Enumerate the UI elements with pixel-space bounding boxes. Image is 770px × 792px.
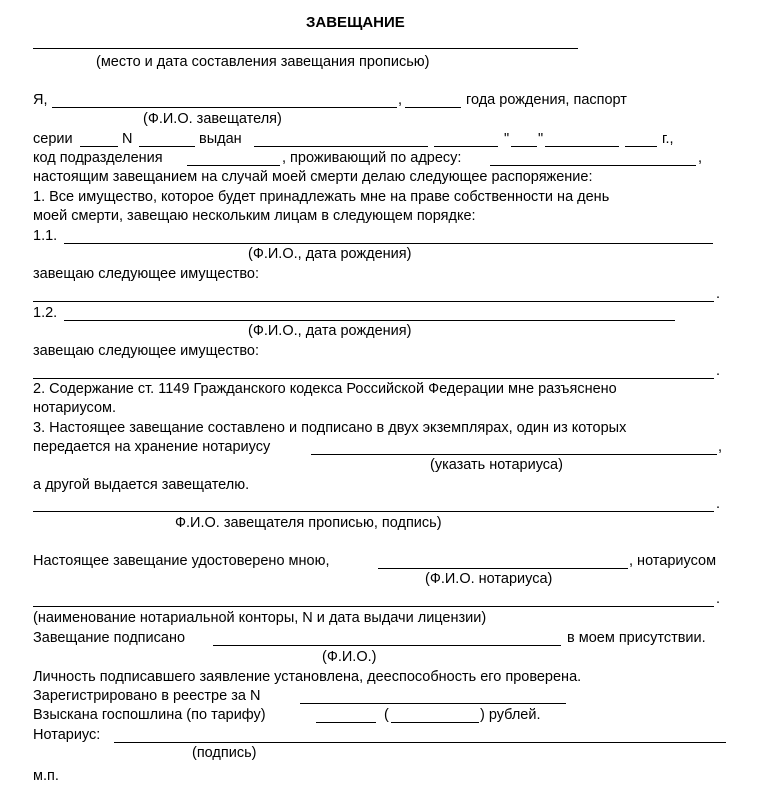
notary-name-line	[311, 454, 717, 455]
registered-label: Зарегистрировано в реестре за N	[33, 688, 261, 704]
notary-office-line	[33, 606, 714, 607]
intro-text: настоящим завещанием на случай моей смерти делаю следующее распоряжение:	[33, 169, 593, 185]
fee-rubles-label: ) рублей.	[480, 707, 541, 723]
residing-label: , проживающий по адресу:	[282, 150, 462, 166]
subdivision-line	[187, 165, 280, 166]
paragraph-1-line-1: 1. Все имущество, которое будет принадлежать мне на праве собственности на день	[33, 189, 610, 205]
paragraph-2-line-1: 2. Содержание ст. 1149 Гражданского кодекса Российской Федерации мне разъяснено	[33, 381, 617, 397]
item-1-2-number: 1.2.	[33, 305, 58, 321]
notary-signature-caption: (подпись)	[192, 745, 257, 761]
heir-2-caption: (Ф.И.О., дата рождения)	[248, 323, 412, 339]
series-label: серии	[33, 131, 73, 147]
document-title: ЗАВЕЩАНИЕ	[306, 14, 405, 31]
issued-by-line	[254, 146, 428, 147]
birth-passport-label: года рождения, паспорт	[466, 92, 627, 108]
testator-fio-caption: (Ф.И.О. завещателя)	[143, 111, 282, 127]
notary-caption: (указать нотариуса)	[430, 457, 563, 473]
quote-open: "	[504, 131, 510, 147]
year-suffix: г.,	[662, 131, 674, 147]
fee-label: Взыскана госпошлина (по тарифу)	[33, 707, 266, 723]
property-2-line	[33, 378, 714, 379]
fee-words-line	[391, 722, 479, 723]
dot-2: .	[716, 363, 721, 379]
signed-by-line	[213, 645, 561, 646]
place-date-caption: (место и дата составления завещания прописью)	[96, 54, 430, 70]
notary-signature-line	[114, 742, 726, 743]
certifying-notary-line	[378, 568, 628, 569]
identity-text: Личность подписавшего заявление установлена, дееспособность его проверена.	[33, 669, 582, 685]
testator-name-line	[52, 107, 397, 108]
testator-signature-line	[33, 511, 714, 512]
bequeath-2-label: завещаю следующее имущество:	[33, 343, 260, 359]
address-line	[490, 165, 696, 166]
series-line	[80, 146, 118, 147]
issue-year-line	[625, 146, 657, 147]
notary-word: , нотариусом	[629, 553, 717, 569]
signer-fio-caption: (Ф.И.О.)	[322, 649, 377, 665]
dot-1: .	[716, 286, 721, 302]
subdivision-label: код подразделения	[33, 150, 163, 166]
dot-3: .	[716, 496, 721, 512]
paragraph-3-comma: ,	[718, 439, 723, 455]
seal-label: м.п.	[33, 768, 59, 784]
notary-office-caption: (наименование нотариальной конторы, N и дата выдачи лицензии)	[33, 610, 487, 626]
ya-label: Я,	[33, 92, 48, 108]
in-presence-label: в моем присутствии.	[567, 630, 706, 646]
issued-label: выдан	[199, 131, 242, 147]
notary-signature-label: Нотариус:	[33, 727, 101, 743]
issue-month-line	[545, 146, 619, 147]
place-date-line	[33, 48, 578, 49]
signed-label: Завещание подписано	[33, 630, 186, 646]
fee-paren-open: (	[384, 707, 389, 723]
issue-day-line	[511, 146, 537, 147]
heir-1-line	[64, 243, 713, 244]
notary-fio-caption: (Ф.И.О. нотариуса)	[425, 571, 553, 587]
other-copy-text: а другой выдается завещателю.	[33, 477, 250, 493]
testator-signature-caption: Ф.И.О. завещателя прописью, подпись)	[175, 515, 442, 531]
heir-1-caption: (Ф.И.О., дата рождения)	[248, 246, 412, 262]
passport-number-line	[139, 146, 195, 147]
paragraph-3-line-2: передается на хранение нотариусу	[33, 439, 271, 455]
comma: ,	[398, 92, 403, 108]
comma-end: ,	[698, 150, 703, 166]
bequeath-1-label: завещаю следующее имущество:	[33, 266, 260, 282]
property-1-line	[33, 301, 714, 302]
certified-text: Настоящее завещание удостоверено мною,	[33, 553, 330, 569]
paragraph-1-line-2: моей смерти, завещаю нескольким лицам в следующем порядке:	[33, 208, 476, 224]
paragraph-2-line-2: нотариусом.	[33, 400, 117, 416]
fee-amount-line	[316, 722, 376, 723]
item-1-1-number: 1.1.	[33, 228, 58, 244]
issue-date-line	[434, 146, 498, 147]
registry-number-line	[300, 703, 566, 704]
paragraph-3-line-1: 3. Настоящее завещание составлено и подписано в двух экземплярах, один из которых	[33, 420, 627, 436]
birth-year-line	[405, 107, 461, 108]
quote-close: "	[538, 131, 544, 147]
passport-n-label: N	[122, 131, 133, 147]
dot-4: .	[716, 591, 721, 607]
heir-2-line	[64, 320, 675, 321]
